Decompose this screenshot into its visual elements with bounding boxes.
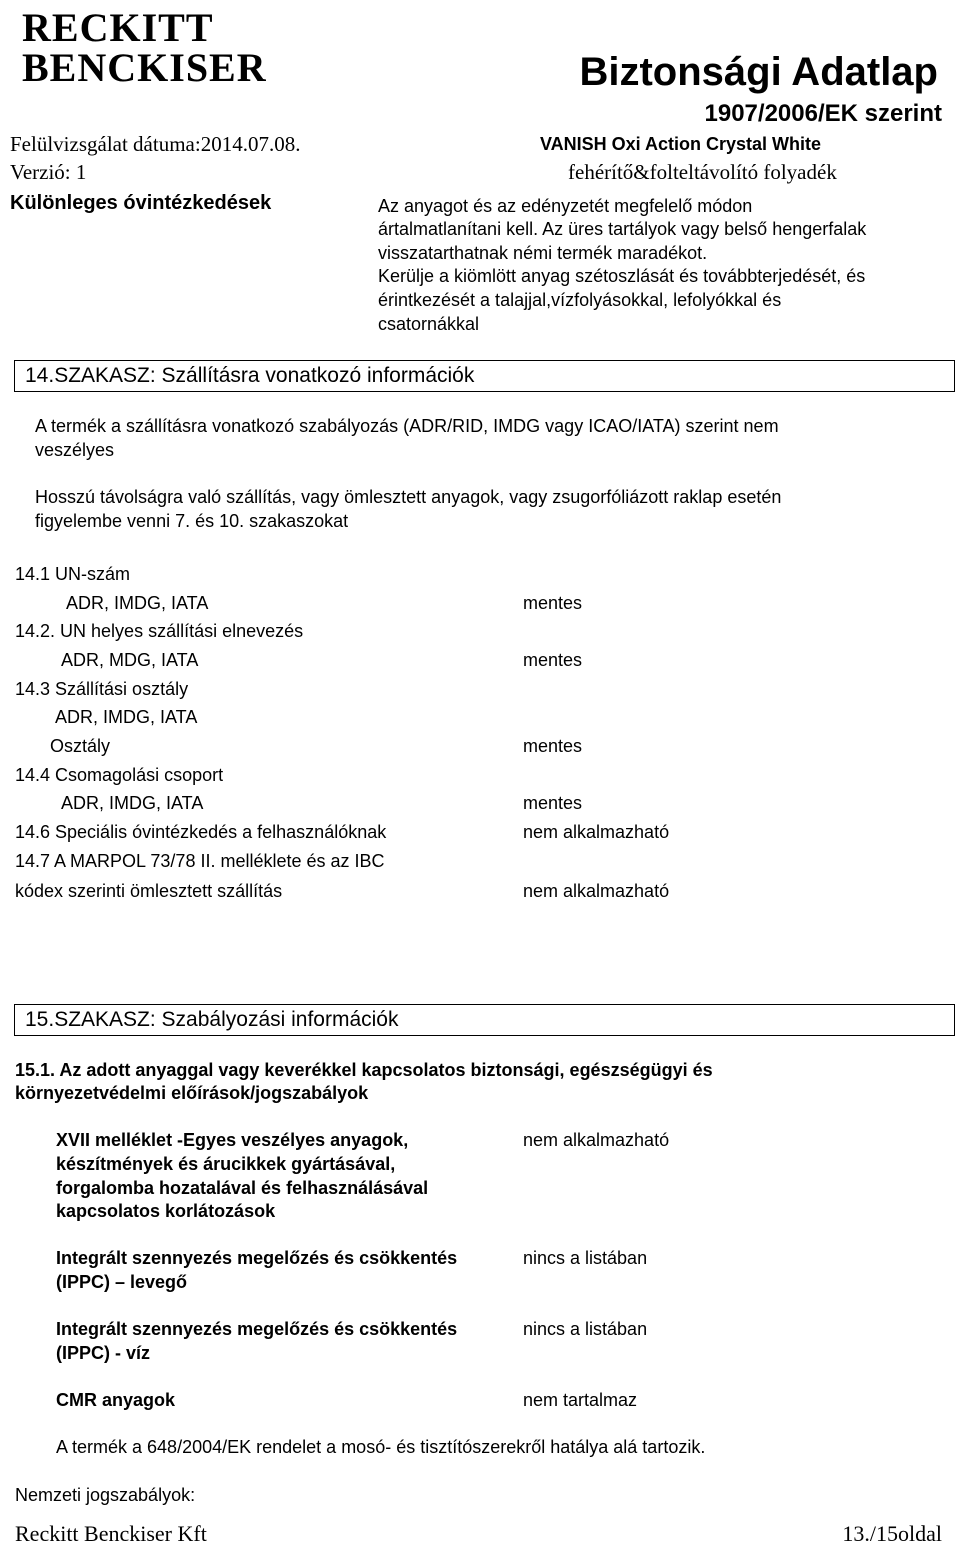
cmr-label: CMR anyagok <box>56 1390 176 1410</box>
un-number-sub: ADR, IMDG, IATA <box>66 593 209 613</box>
section-14-para1-line1: A termék a szállításra vonatkozó szabályozás (ADR/RID, IMDG vagy ICAO/IATA) szerint nem <box>35 416 779 436</box>
cmr-value: nem tartalmaz <box>523 1390 638 1410</box>
annex-line: XVII melléklet -Egyes veszélyes anyagok, <box>56 1130 409 1150</box>
shipping-name-sub: ADR, MDG, IATA <box>61 650 199 670</box>
precautions-line: ártalmatlanítani kell. Az üres tartályok vagy belső hengerfalak <box>378 219 867 239</box>
packing-sub: ADR, IMDG, IATA <box>61 793 204 813</box>
section-14-heading: 14.SZAKASZ: Szállításra vonatkozó információk <box>14 360 955 392</box>
precautions-line: érintkezését a talajjal,vízfolyásokkal, lefolyókkal és <box>378 290 782 310</box>
precautions-line: visszatarthatnak némi termék maradékot. <box>378 243 708 263</box>
version: Verzió: 1 <box>10 160 87 184</box>
annex-line: készítmények és árucikkek gyártásával, <box>56 1154 396 1174</box>
section-15-heading: 15.SZAKASZ: Szabályozási információk <box>14 1004 955 1036</box>
footer-company: Reckitt Benckiser Kft <box>15 1521 207 1546</box>
ippc-water-label-line1: Integrált szennyezés megelőzés és csökkentés <box>56 1319 458 1339</box>
precautions-line: csatornákkal <box>378 314 480 334</box>
logo-line-1: RECKITT <box>22 5 214 50</box>
section-15-1-heading-line1: 15.1. Az adott anyaggal vagy keverékkel kapcsolatos biztonsági, egészségügyi és <box>15 1060 713 1080</box>
packing-value: mentes <box>523 793 583 813</box>
review-date: Felülvizsgálat dátuma:2014.07.08. <box>10 132 301 156</box>
shipping-name-value: mentes <box>523 650 583 670</box>
ippc-water-label-line2: (IPPC) - víz <box>56 1343 151 1363</box>
class-sub-2: Osztály <box>50 736 111 756</box>
marpol-label-line1: 14.7 A MARPOL 73/78 II. melléklete és az IBC <box>15 851 385 871</box>
footer-page-number: 13./15oldal <box>842 1521 942 1546</box>
annex-xvii-value: nem alkalmazható <box>523 1130 670 1150</box>
class-value: mentes <box>523 736 583 756</box>
shipping-name-label: 14.2. UN helyes szállítási elnevezés <box>15 621 304 641</box>
annex-line: kapcsolatos korlátozások <box>56 1201 276 1221</box>
special-precautions-value: nem alkalmazható <box>523 822 670 842</box>
precautions-line: Kerülje a kiömlött anyag szétoszlását és továbbterjedését, és <box>378 266 866 286</box>
ippc-water-value: nincs a listában <box>523 1319 648 1339</box>
marpol-value: nem alkalmazható <box>523 881 670 901</box>
document-title: Biztonsági Adatlap <box>579 50 938 94</box>
class-label: 14.3 Szállítási osztály <box>15 679 189 699</box>
special-precautions-label: 14.6 Speciális óvintézkedés a felhasználóknak <box>15 822 387 842</box>
detergent-regulation-note: A termék a 648/2004/EK rendelet a mosó- és tisztítószerekről hatálya alá tartozik. <box>56 1437 706 1457</box>
section-14-para2-line2: figyelembe venni 7. és 10. szakaszokat <box>35 511 349 531</box>
ippc-air-label-line2: (IPPC) – levegő <box>56 1272 188 1292</box>
regulation-reference: 1907/2006/EK szerint <box>704 100 942 127</box>
section-14-para2-line1: Hosszú távolságra való szállítás, vagy ömlesztett anyagok, vagy zsugorfóliázott raklap esetén <box>35 487 782 507</box>
section-14-para1-line2: veszélyes <box>35 440 115 460</box>
ippc-air-value: nincs a listában <box>523 1248 648 1268</box>
class-sub-1: ADR, IMDG, IATA <box>55 707 198 727</box>
section-15-1-heading-line2: környezetvédelmi előírások/jogszabályok <box>15 1083 369 1103</box>
un-number-label: 14.1 UN-szám <box>15 564 131 584</box>
un-number-value: mentes <box>523 593 583 613</box>
product-name: VANISH Oxi Action Crystal White <box>540 134 822 154</box>
logo-line-2: BENCKISER <box>22 45 267 90</box>
national-legislation-label: Nemzeti jogszabályok: <box>15 1485 196 1505</box>
packing-label: 14.4 Csomagolási csoport <box>15 765 224 785</box>
precautions-label: Különleges óvintézkedések <box>10 192 272 214</box>
annex-line: forgalomba hozatalával és felhasználásával <box>56 1178 429 1198</box>
marpol-label-line2: kódex szerinti ömlesztett szállítás <box>15 881 283 901</box>
precautions-line: Az anyagot és az edényzetét megfelelő módon <box>378 196 753 216</box>
product-description: fehérítő&folteltávolító folyadék <box>568 160 837 184</box>
ippc-air-label-line1: Integrált szennyezés megelőzés és csökkentés <box>56 1248 458 1268</box>
